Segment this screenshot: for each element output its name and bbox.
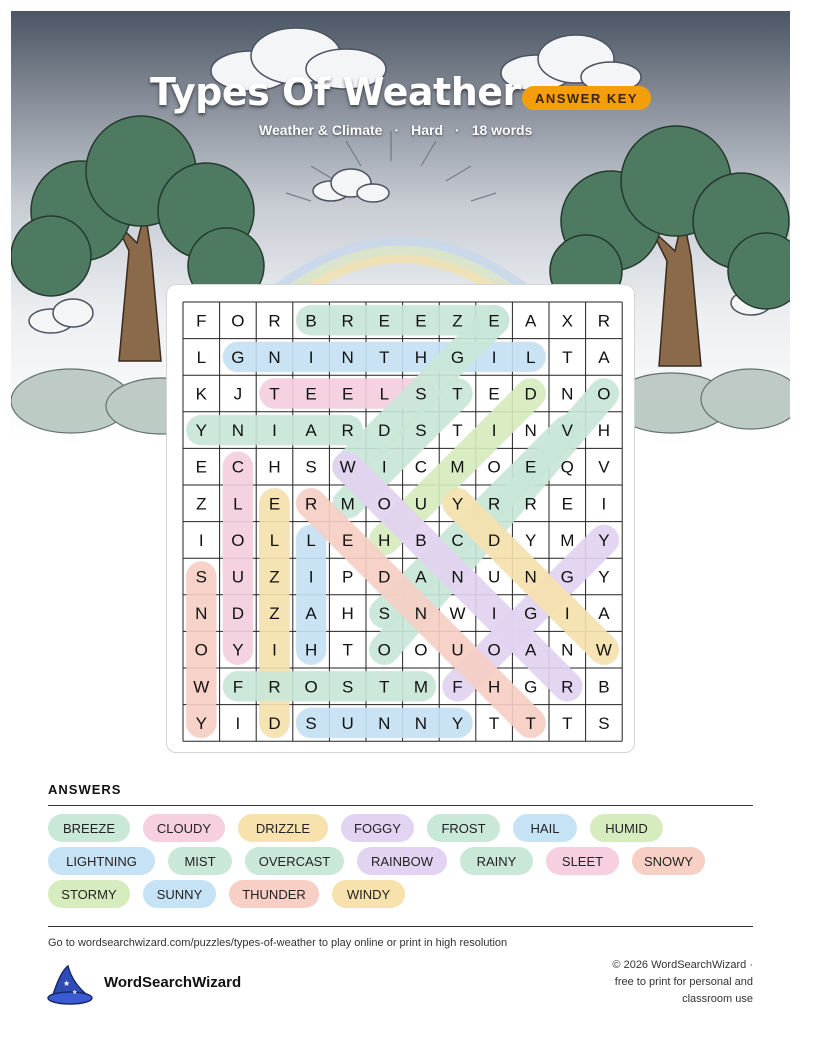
- grid-letter: L: [379, 384, 390, 404]
- grid-letter: I: [381, 457, 387, 477]
- grid-letter: T: [452, 421, 463, 441]
- grid-letter: H: [414, 347, 428, 367]
- grid-letter: F: [196, 311, 207, 331]
- grid-letter: Y: [195, 421, 207, 441]
- footer-url-text: Go to wordsearchwizard.com/puzzles/types-of-weather to play online or print in high resolution: [48, 937, 508, 949]
- grid-letter: Y: [525, 530, 537, 550]
- grid-letter: E: [378, 311, 390, 331]
- grid-letter: D: [268, 713, 281, 733]
- grid-letter: U: [341, 713, 354, 733]
- grid-letter: C: [451, 530, 464, 550]
- grid-letter: G: [524, 604, 538, 624]
- answer-word-pill: OVERCAST: [245, 847, 344, 875]
- grid-letter: H: [597, 421, 611, 441]
- grid-letter: E: [342, 530, 354, 550]
- word-search-grid-card: [166, 284, 635, 753]
- grid-letter: N: [561, 384, 574, 404]
- answer-word-pill: WINDY: [332, 880, 405, 908]
- grid-letter: S: [305, 457, 317, 477]
- copyright-line: © 2026 WordSearchWizard ·: [612, 959, 753, 971]
- grid-letter: A: [525, 640, 537, 660]
- grid-letter: U: [231, 567, 245, 587]
- grid-letter: M: [450, 457, 465, 477]
- grid-letter: E: [561, 494, 573, 514]
- grid-letter: E: [195, 457, 207, 477]
- grid-letter: E: [488, 311, 500, 331]
- grid-letter: C: [414, 457, 428, 477]
- answer-word-pill: FOGGY: [341, 814, 414, 842]
- grid-letter: R: [341, 311, 354, 331]
- grid-letter: T: [342, 640, 353, 660]
- grid-letter: T: [562, 347, 573, 367]
- answer-word-pill: RAINBOW: [357, 847, 447, 875]
- puzzle-meta: [259, 122, 532, 138]
- grid-letter: Y: [451, 713, 464, 733]
- grid-letter: M: [560, 530, 575, 550]
- grid-letter: P: [342, 567, 354, 587]
- grid-letter: X: [561, 311, 573, 331]
- grid-letter: N: [195, 604, 208, 624]
- grid-letter: I: [308, 347, 314, 367]
- grid-letter: O: [414, 640, 428, 660]
- grid-letter: A: [415, 567, 427, 587]
- copyright-line: classroom use: [682, 993, 753, 1005]
- grid-letter: D: [487, 530, 501, 550]
- answer-word-pill: STORMY: [48, 880, 130, 908]
- puzzle-title: Types Of Weather: [150, 70, 521, 114]
- grid-letter: D: [378, 567, 391, 587]
- answer-word-pill: DRIZZLE: [238, 814, 328, 842]
- grid-letter: H: [304, 640, 318, 660]
- grid-letter: A: [598, 347, 610, 367]
- grid-letter: E: [488, 384, 500, 404]
- grid-letter: O: [231, 311, 245, 331]
- grid-letter: U: [414, 494, 428, 514]
- grid-letter: E: [415, 311, 427, 331]
- answer-word-pill: THUNDER: [229, 880, 319, 908]
- grid-letter: R: [561, 677, 574, 697]
- grid-letter: D: [524, 384, 537, 404]
- grid-letter: E: [342, 384, 354, 404]
- answer-word-pill: HUMID: [590, 814, 663, 842]
- grid-letter: I: [601, 494, 607, 514]
- difficulty-label: Hard: [411, 122, 444, 138]
- grid-letter: B: [305, 311, 317, 331]
- grid-letter: E: [268, 494, 281, 514]
- grid-letter: T: [525, 713, 536, 733]
- svg-text:★: ★: [72, 990, 78, 996]
- brand-name: WordSearchWizard: [104, 974, 242, 991]
- grid-letter: M: [340, 494, 355, 514]
- grid-letter: I: [308, 567, 314, 587]
- grid-letter: F: [452, 677, 463, 697]
- grid-letter: T: [379, 347, 390, 367]
- answers-divider: [48, 805, 753, 806]
- grid-letter: N: [268, 347, 281, 367]
- grid-letter: Z: [269, 567, 280, 587]
- answer-word-pill: HAIL: [513, 814, 577, 842]
- grid-letter: N: [561, 640, 574, 660]
- grid-letter: D: [378, 421, 391, 441]
- grid-letter: M: [413, 677, 428, 697]
- grid-letter: W: [339, 457, 356, 477]
- grid-letter: S: [598, 713, 610, 733]
- grid-letter: N: [341, 347, 354, 367]
- answer-word-pill: MIST: [168, 847, 232, 875]
- grid-letter: O: [487, 457, 501, 477]
- grid-letter: L: [233, 494, 243, 514]
- answer-word-pill: FROST: [427, 814, 500, 842]
- grid-letter: I: [272, 640, 277, 660]
- grid-letter: G: [524, 677, 538, 697]
- grid-letter: R: [341, 421, 354, 441]
- grid-letter: H: [378, 530, 391, 550]
- grid-letter: N: [451, 567, 464, 587]
- grid-letter: Y: [598, 567, 610, 587]
- grid-letter: N: [524, 421, 537, 441]
- grid-letter: S: [415, 384, 427, 404]
- grid-letter: Z: [452, 311, 463, 331]
- grid-letter: O: [304, 677, 318, 697]
- answer-word-pill: BREEZE: [48, 814, 130, 842]
- grid-letter: S: [378, 604, 390, 624]
- grid-letter: R: [524, 494, 537, 514]
- grid-letter: O: [487, 640, 501, 660]
- grid-letter: I: [491, 347, 497, 367]
- svg-text:★: ★: [63, 979, 71, 988]
- grid-letter: L: [196, 347, 207, 367]
- grid-letter: Z: [196, 494, 207, 514]
- grid-letter: N: [378, 713, 391, 733]
- grid-letter: W: [595, 640, 612, 660]
- grid-letter: N: [414, 713, 428, 733]
- grid-letter: T: [562, 713, 573, 733]
- answer-word-pill: LIGHTNING: [48, 847, 155, 875]
- grid-letter: O: [377, 640, 391, 660]
- footer-divider: [48, 926, 753, 927]
- grid-letter: Y: [598, 530, 610, 550]
- grid-letter: H: [487, 677, 501, 697]
- grid-letter: W: [449, 604, 466, 624]
- grid-letter: R: [487, 494, 501, 514]
- grid-letter: O: [231, 530, 245, 550]
- answer-key-badge: ANSWER KEY: [522, 86, 651, 110]
- grid-letter: G: [560, 567, 574, 587]
- grid-letter: I: [564, 604, 570, 624]
- grid-letter: V: [561, 421, 573, 441]
- grid-letter: T: [269, 384, 280, 404]
- grid-letter: I: [198, 530, 204, 550]
- answer-word-pill: RAINY: [460, 847, 533, 875]
- grid-letter: S: [415, 421, 427, 441]
- grid-letter: H: [341, 604, 354, 624]
- grid-letter: A: [525, 311, 537, 331]
- grid-letter: G: [231, 347, 245, 367]
- answers-heading: ANSWERS: [48, 782, 122, 797]
- grid-letter: U: [487, 567, 501, 587]
- grid-letter: B: [415, 530, 427, 550]
- grid-letter: K: [195, 384, 207, 404]
- grid-letter: A: [305, 604, 317, 624]
- grid-letter: V: [598, 457, 610, 477]
- answer-word-pill: SUNNY: [143, 880, 216, 908]
- grid-letter: Y: [451, 494, 464, 514]
- grid-letter: T: [379, 677, 390, 697]
- grid-letter: U: [451, 640, 464, 660]
- grid-letter: E: [305, 384, 317, 404]
- grid-letter: L: [269, 530, 280, 550]
- grid-letter: S: [305, 713, 317, 733]
- category-label: Weather & Climate: [259, 122, 383, 138]
- grid-letter: O: [597, 384, 611, 404]
- grid-letter: N: [414, 604, 428, 624]
- grid-letter: G: [450, 347, 465, 367]
- grid-letter: R: [597, 311, 611, 331]
- grid-letter: R: [304, 494, 318, 514]
- grid-letter: O: [377, 494, 391, 514]
- word-count-label: 18 words: [471, 122, 533, 138]
- grid-letter: I: [235, 713, 241, 733]
- grid-letter: A: [305, 421, 317, 441]
- answer-word-pill: SNOWY: [632, 847, 705, 875]
- grid-letter: Y: [195, 713, 207, 733]
- grid-letter: I: [272, 421, 277, 441]
- grid-letter: R: [268, 677, 281, 697]
- grid-letter: S: [342, 677, 354, 697]
- wizard-hat-icon: [46, 964, 94, 1006]
- grid-letter: Y: [232, 640, 244, 660]
- grid-letter: W: [193, 677, 210, 697]
- grid-letter: L: [306, 530, 316, 550]
- grid-letter: B: [598, 677, 610, 697]
- answer-word-pill: SLEET: [546, 847, 619, 875]
- word-search-grid: [167, 285, 636, 754]
- grid-letter: Z: [269, 604, 280, 624]
- copyright-line: free to print for personal and: [614, 976, 753, 988]
- grid-letter: I: [491, 421, 497, 441]
- grid-letter: T: [452, 384, 463, 404]
- grid-letter: N: [231, 421, 245, 441]
- grid-letter: H: [268, 457, 281, 477]
- grid-letter: I: [491, 604, 497, 624]
- grid-letter: T: [488, 713, 500, 733]
- answer-word-pill: CLOUDY: [143, 814, 225, 842]
- grid-letter: S: [195, 567, 207, 587]
- grid-letter: F: [232, 677, 244, 697]
- separator-dot: ·: [455, 122, 460, 138]
- grid-letter: L: [525, 347, 536, 367]
- grid-letter: R: [268, 311, 281, 331]
- separator-dot: ·: [394, 122, 400, 138]
- grid-letter: E: [525, 457, 537, 477]
- copyright-notice: [583, 957, 753, 1008]
- grid-letter: N: [524, 567, 537, 587]
- grid-letter: C: [231, 457, 245, 477]
- grid-letter: D: [231, 604, 245, 624]
- grid-letter: J: [233, 384, 243, 404]
- grid-letter: Q: [560, 457, 574, 477]
- grid-letter: A: [598, 604, 610, 624]
- grid-letter: O: [194, 640, 208, 660]
